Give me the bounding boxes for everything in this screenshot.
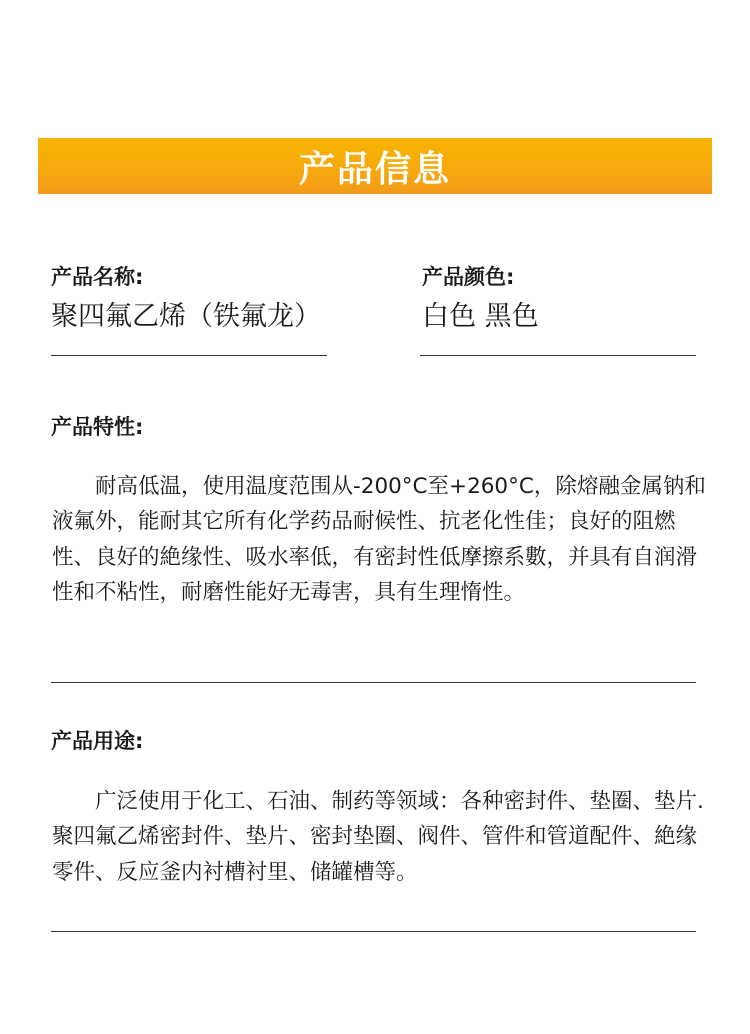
section-banner	[38, 138, 712, 194]
applications-title: 产品用途:	[51, 729, 144, 753]
divider	[420, 355, 696, 356]
product-name-label: 产品名称:	[51, 265, 144, 289]
banner-title: 产品信息	[298, 148, 451, 190]
applications-text: 广泛使用于化工、石油、制药等领域：各种密封件、垫圈、垫片. 聚四氟乙烯密封件、垫片、密封垫圈、阀件、管件和管道配件、絶缘零件、反应釜内衬槽衬里、储罐槽等。	[52, 789, 704, 885]
features-text: 耐高低温，使用温度范围从-200°C至+260°C，除熔融金属钠和液氟外，能耐其它所有化学药品耐候性、抗老化性佳；良好的阻燃性、良好的絶缘性、吸水率低，有密封性低摩擦系數，并具有自润滑性和不粘性，耐磨性能好无毒害，具有生理惰性。	[52, 474, 706, 605]
product-color-field	[422, 262, 698, 336]
product-color-value: 白色 黑色	[422, 301, 539, 332]
product-name-value: 聚四氟乙烯（铁氟龙）	[51, 301, 321, 332]
product-name-field	[51, 262, 327, 336]
product-color-label: 产品颜色:	[422, 265, 515, 289]
divider	[51, 931, 696, 932]
divider	[51, 355, 327, 356]
features-title: 产品特性:	[51, 415, 144, 439]
divider	[51, 682, 696, 683]
